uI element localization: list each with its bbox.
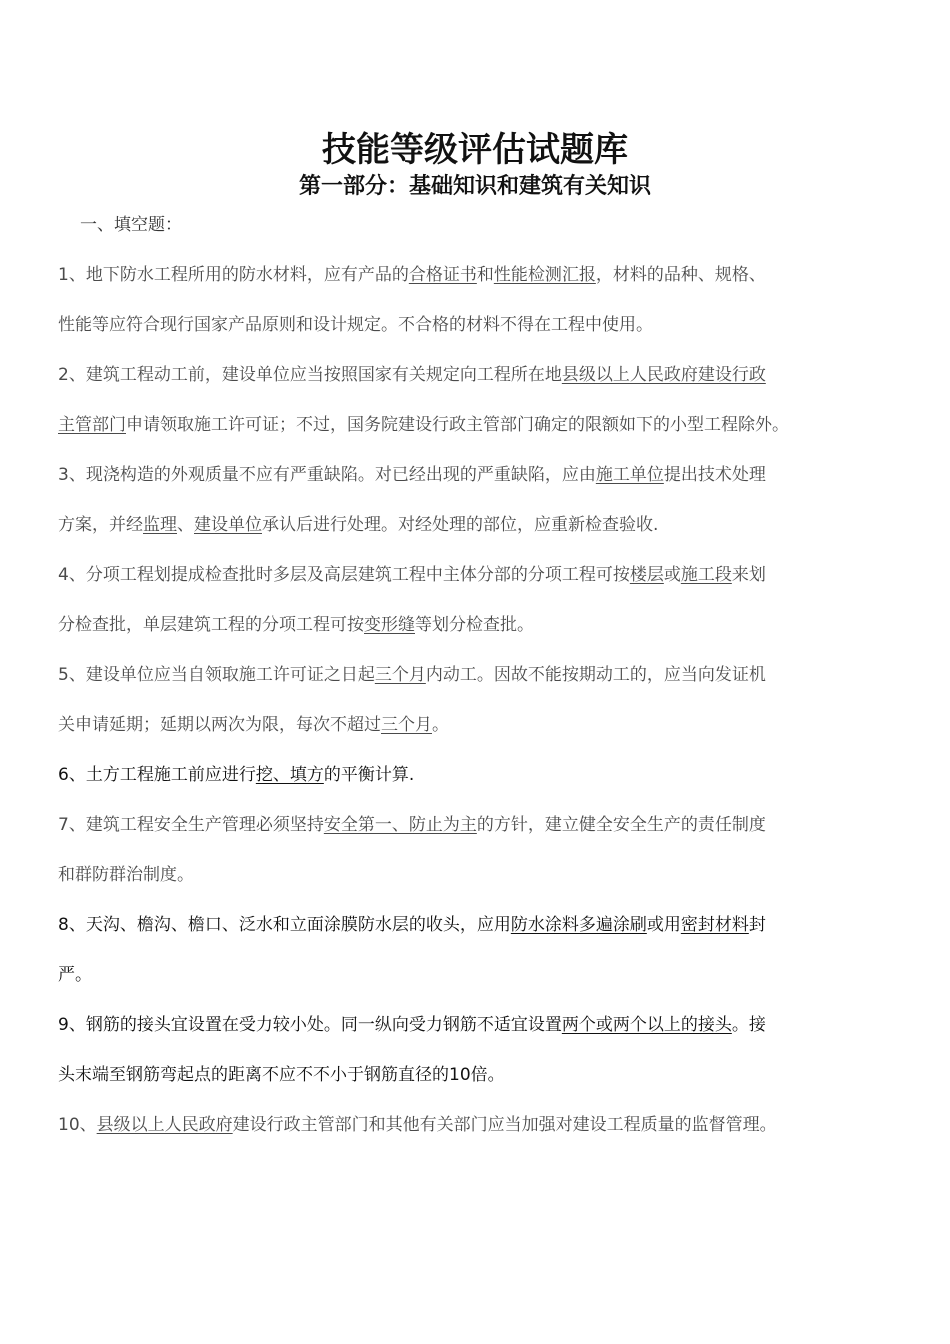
- answer-blank: 防水涂料多遍涂刷: [510, 915, 647, 935]
- question-text: 来划: [731, 565, 766, 585]
- question-text: ，材料的品种、规格、: [595, 265, 766, 285]
- answer-blank: 施工段: [680, 565, 732, 585]
- question-text: 8、天沟、檐沟、檐口、泛水和立面涂膜防水层的收头，应用: [58, 915, 511, 935]
- answer-blank: 安全第一、防止为主: [323, 815, 477, 835]
- answer-blank: 县级以上人民政府建设行政: [561, 365, 766, 385]
- answer-blank: 县级以上人民政府: [96, 1115, 233, 1135]
- question-line: [58, 750, 878, 800]
- question-line: [58, 550, 878, 600]
- question-text: 和: [476, 265, 494, 285]
- answer-blank: 挖、填方: [255, 765, 324, 785]
- question-text: 内动工。因故不能按期动工的，应当向发证机: [425, 665, 766, 685]
- answer-blank: 三个月: [381, 715, 432, 735]
- question-text: 。接: [731, 1015, 766, 1035]
- question-item: [58, 900, 878, 1000]
- question-line: [58, 450, 878, 500]
- question-item: [58, 450, 878, 550]
- question-item: [58, 800, 878, 900]
- answer-blank: 监理: [143, 515, 177, 535]
- question-text: 建设行政主管部门和其他有关部门应当加强对建设工程质量的监督管理。: [232, 1115, 777, 1135]
- answer-blank: 三个月: [374, 665, 426, 685]
- question-text: 或: [663, 565, 681, 585]
- question-text: 头末端至钢筋弯起点的距离不应不不小于钢筋直径的10倍。: [58, 1065, 505, 1085]
- question-text: 等划分检查批。: [415, 615, 534, 635]
- question-line: [58, 850, 878, 900]
- question-text: 分检查批，单层建筑工程的分项工程可按: [58, 615, 364, 635]
- question-item: [58, 1100, 878, 1150]
- answer-blank: 建设单位: [194, 515, 262, 535]
- answer-blank: 施工单位: [595, 465, 664, 485]
- question-text: 、: [177, 515, 194, 535]
- question-line: [58, 950, 878, 1000]
- question-item: [58, 250, 878, 350]
- question-line: [58, 250, 878, 300]
- question-text: 2、建筑工程动工前，建设单位应当按照国家有关规定向工程所在地: [58, 365, 562, 385]
- question-line: [58, 900, 878, 950]
- answer-blank: 密封材料: [680, 915, 749, 935]
- question-text: 的方针，建立健全安全生产的责任制度: [476, 815, 766, 835]
- question-text: 承认后进行处理。对经处理的部位，应重新检查验收.: [262, 515, 659, 535]
- question-line: [58, 700, 878, 750]
- answer-blank: 性能检测汇报: [493, 265, 596, 285]
- question-text: 严。: [58, 965, 92, 985]
- question-text: 10、: [58, 1115, 97, 1135]
- page-title: 技能等级评估试题库: [322, 130, 628, 170]
- question-text: 4、分项工程划提成检查批时多层及高层建筑工程中主体分部的分项工程可按: [58, 565, 630, 585]
- question-line: [58, 600, 878, 650]
- question-text: 1、地下防水工程所用的防水材料，应有产品的: [58, 265, 409, 285]
- question-line: [58, 1100, 878, 1150]
- question-line: [58, 650, 878, 700]
- question-text: 3、现浇构造的外观质量不应有严重缺陷。对已经出现的严重缺陷，应由: [58, 465, 596, 485]
- question-line: [58, 1050, 878, 1100]
- question-text: 5、建设单位应当自领取施工许可证之日起: [58, 665, 375, 685]
- question-text: 。: [432, 715, 449, 735]
- question-text: 申请领取施工许可证；不过，国务院建设行政主管部门确定的限额如下的小型工程除外。: [126, 415, 789, 435]
- question-item: [58, 650, 878, 750]
- answer-blank: 合格证书: [408, 265, 477, 285]
- question-line: [58, 1000, 878, 1050]
- question-text: 性能等应符合现行国家产品原则和设计规定。不合格的材料不得在工程中使用。: [58, 315, 653, 335]
- question-text: 9、钢筋的接头宜设置在受力较小处。同一纵向受力钢筋不适宜设置: [58, 1015, 562, 1035]
- question-text: 封: [748, 915, 766, 935]
- answer-blank: 两个或两个以上的接头: [561, 1015, 732, 1035]
- question-text: 或用: [646, 915, 681, 935]
- question-line: [58, 300, 878, 350]
- page-subtitle: 第一部分：基础知识和建筑有关知识: [298, 173, 651, 199]
- question-line: [58, 350, 878, 400]
- question-text: 提出技术处理: [663, 465, 766, 485]
- question-text: 和群防群治制度。: [58, 865, 194, 885]
- question-text: 6、土方工程施工前应进行: [58, 765, 256, 785]
- answer-blank: 楼层: [629, 565, 664, 585]
- question-text: 方案，并经: [58, 515, 143, 535]
- question-text: 的平衡计算.: [323, 765, 415, 785]
- question-item: [58, 550, 878, 650]
- question-item: [58, 350, 878, 450]
- section-heading: 一、填空题：: [80, 215, 182, 235]
- answer-blank: 主管部门: [58, 415, 126, 435]
- answer-blank: 变形缝: [364, 615, 415, 635]
- question-line: [58, 800, 878, 850]
- question-line: [58, 400, 878, 450]
- question-item: [58, 750, 878, 800]
- question-item: [58, 1000, 878, 1100]
- question-text: 7、建筑工程安全生产管理必须坚持: [58, 815, 324, 835]
- question-line: [58, 500, 878, 550]
- question-text: 关申请延期；延期以两次为限，每次不超过: [58, 715, 381, 735]
